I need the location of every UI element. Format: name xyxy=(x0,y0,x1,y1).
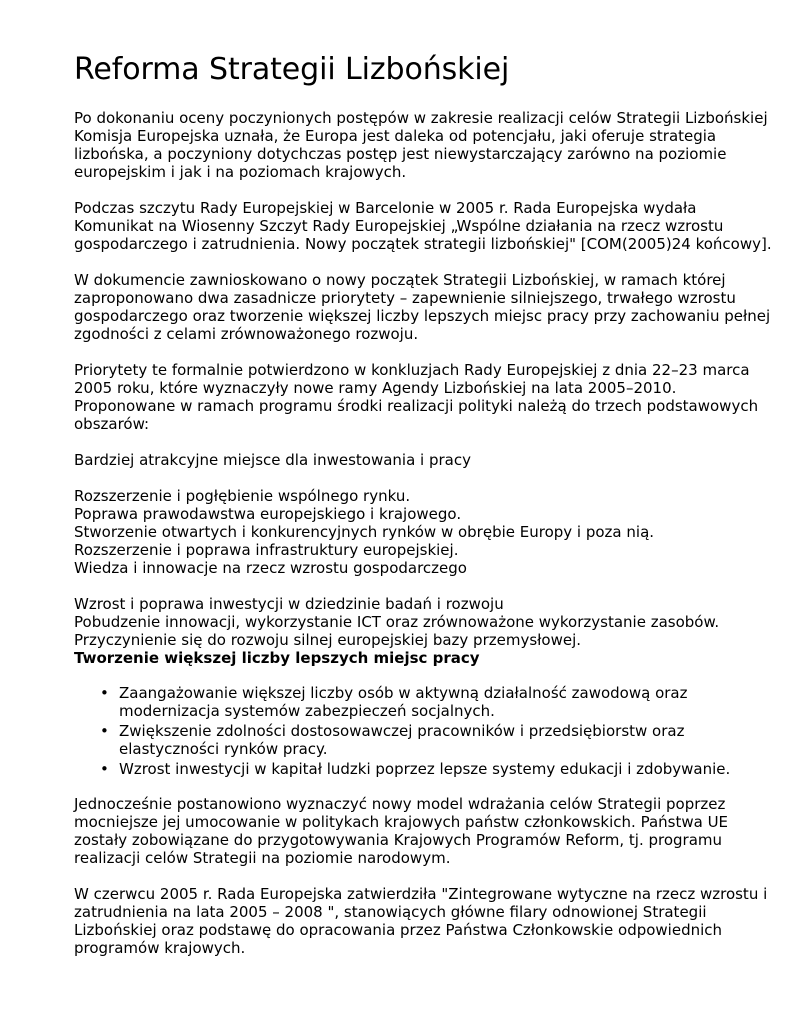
bullet-icon: • xyxy=(100,722,109,740)
paragraph-research-list: Wzrost i poprawa inwestycji w dziedzinie badań i rozwoju Pobudzenie innowacji, wykorzystanie ICT oraz zrównoważone wykorzystanie zasobów. Przyczynienie się do rozwoju silnej europejskiej bazy przemysłowej. xyxy=(74,595,720,649)
paragraph-intro: Po dokonaniu oceny poczynionych postępów w zakresie realizacji celów Strategii Lizbońskiej Komisja Europejska uznała, że Europa jest daleka od potencjału, jaki oferuje strategia lizbońska, a poczyniony dotychczas postęp jest niewystarczający zarówno na poziomie europejskim i jak i na poziomach krajowych. xyxy=(74,109,768,181)
list-item-text: Zaangażowanie większej liczby osób w aktywną działalność zawodową oraz modernizacja systemów zabezpieczeń socjalnych. xyxy=(119,684,688,720)
list-item-text: Wzrost inwestycji w kapitał ludzki poprzez lepsze systemy edukacji i zdobywanie. xyxy=(119,760,731,778)
list-item xyxy=(100,684,774,720)
bullet-icon: • xyxy=(100,760,109,778)
list-item xyxy=(100,760,774,778)
paragraph-implementation-model: Jednocześnie postanowiono wyznaczyć nowy model wdrażania celów Strategii poprzez mocniejsze jej umocowanie w politykach krajowych państw członkowskich. Państwa UE zostały zobowiązane do przygotowywania Krajowych Programów Reform, tj. programu realizacji celów Strategii na poziomie narodowym. xyxy=(74,795,729,867)
bullet-icon: • xyxy=(100,684,109,702)
section-heading-jobs: Tworzenie większej liczby lepszych miejsc pracy xyxy=(74,649,480,667)
paragraph-area-investment: Bardziej atrakcyjne miejsce dla inwestowania i pracy xyxy=(74,451,471,469)
paragraph-single-market-list: Rozszerzenie i pogłębienie wspólnego rynku. Poprawa prawodawstwa europejskiego i krajowego. Stworzenie otwartych i konkurencyjnych rynków w obrębie Europy i poza nią. Rozszerzenie i poprawa infrastruktury europejskiej. Wiedza i innowacje na rzecz wzrostu gospodarczego xyxy=(74,487,655,577)
list-item xyxy=(100,722,774,758)
page-title: Reforma Strategii Lizbońskiej xyxy=(74,52,510,87)
list-item-text: Zwiększenie zdolności dostosowawczej pracowników i przedsiębiorstw oraz elastyczności rynków pracy. xyxy=(119,722,685,758)
paragraph-council-conclusions: Priorytety te formalnie potwierdzono w konkluzjach Rady Europejskiej z dnia 22–23 marca 2005 roku, które wyznaczyły nowe ramy Agendy Lizbońskiej na lata 2005–2010. Proponowane w ramach programu środki realizacji polityki należą do trzech podstawowych obszarów: xyxy=(74,361,759,433)
document-page xyxy=(74,50,774,975)
paragraph-priorities: W dokumencie zawnioskowano o nowy początek Strategii Lizbońskiej, w ramach której zaproponowano dwa zasadnicze priorytety – zapewnienie silniejszego, trwałego wzrostu gospodarczego oraz tworzenie większej liczby lepszych miejsc pracy przy zachowaniu pełnej zgodności z celami zrównoważonego rozwoju. xyxy=(74,271,771,343)
paragraph-barcelona-summit: Podczas szczytu Rady Europejskiej w Barcelonie w 2005 r. Rada Europejska wydała Komunikat na Wiosenny Szczyt Rady Europejskiej „Wspólne działania na rzecz wzrostu gospodarczego i zatrudnienia. Nowy początek strategii lizbońskiej" [COM(2005)24 końcowy]. xyxy=(74,199,772,253)
paragraph-integrated-guidelines: W czerwcu 2005 r. Rada Europejska zatwierdziła "Zintegrowane wytyczne na rzecz wzrostu i zatrudnienia na lata 2005 – 2008 ", stanowiących główne filary odnowionej Strategii Lizbońskiej oraz podstawę do opracowania przez Państwa Członkowskie odpowiednich programów krajowych. xyxy=(74,885,768,957)
jobs-bullet-list xyxy=(74,684,774,778)
